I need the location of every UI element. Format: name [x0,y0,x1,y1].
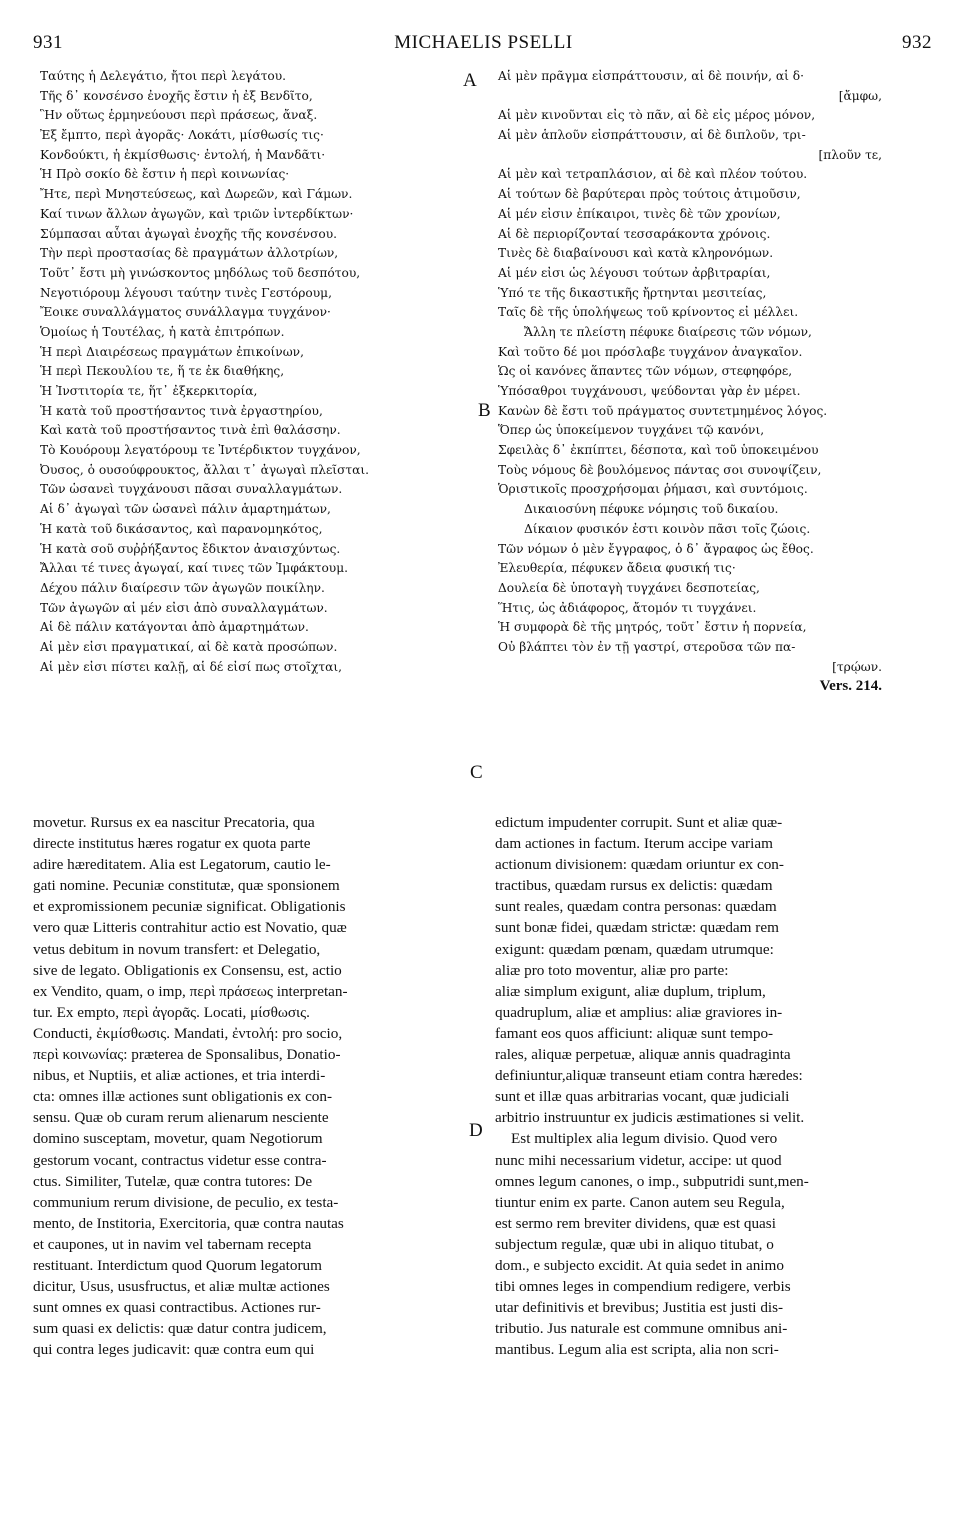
latin-text-line: sunt omnes ex quasi contractibus. Actiones rur- [33,1299,321,1317]
margin-letter-c: C [470,762,483,783]
latin-text-line: Conducti, ἐκμίσθωσις. Mandati, ἐντολή: pro socio, [33,1024,343,1042]
latin-text-line: mento, de Institoria, Exercitoria, quæ contra nautas [33,1214,344,1232]
greek-verse-column-right [498,67,938,697]
greek-verse-line: Κανὼν δὲ ἔστι τοῦ πράγματος συντετμημένος λόγος. [498,403,828,418]
greek-verse-line: Σύμπασαι αὗται ἀγωγαὶ ἐνοχῆς τῆς κονσένσου. [40,226,338,241]
latin-text-line: domino susceptam, movetur, quam Negotiorum [33,1130,323,1148]
latin-text-line: περὶ κοινωνίας: præterea de Sponsalibus, Donatio- [33,1046,341,1064]
latin-text-line: exigunt: quædam pœnam, quædam utrumque: [495,940,774,958]
greek-verse-line: Ἡ Ἰνστιτορία τε, ἥτ᾽ ἐξκερκιτορία, [40,384,258,398]
greek-verse-line: Τῆς δ᾽ κονσένσο ἐνοχῆς ἔστιν ἡ ἐξ Βενδῖτο, [40,88,313,103]
latin-text-line: tibi omnes leges in compendium redigere, verbis [495,1278,791,1296]
margin-letter-a: A [463,70,477,91]
latin-text-line: movetur. Rursus ex ea nascitur Precatoria, qua [33,814,315,831]
latin-text-line: tractibus, quædam rursus ex delictis: quædam [495,877,773,895]
greek-verse-line: Αἱ μὲν κινοῦνται εἰς τὸ πᾶν, αἱ δὲ εἰς μέρος μόνον, [498,108,816,123]
latin-text-line: gestorum vocant, contractus videtur esse contra- [33,1151,327,1169]
greek-verse-line: [τρῴων. [832,659,882,674]
greek-verse-line: Δέχου πάλιν διαίρεσιν τῶν ἀγωγῶν ποικίλην. [40,580,325,595]
latin-text-line: directe institutus hæres rogatur ex quota parte [33,835,311,853]
greek-verse-line: Ὑπό τε τῆς δικαστικῆς ἤρτηνται μεσιτείας, [498,285,767,300]
latin-text-line: vero quæ Litteris contrahitur actio est Novatio, quæ [33,919,347,937]
greek-verse-line: Ἡ Πρὸ σοκίο δὲ ἔστιν ἡ περὶ κοινωνίας· [40,167,290,182]
greek-verse-line: Αἱ μέν εἰσι ὡς λέγουσι τούτων ἀρβιτραρίαι, [498,265,771,280]
latin-text-line: tributio. Jus naturale est commune omnibus ani- [495,1320,788,1338]
latin-text-line: edictum impudenter corrupit. Sunt et aliæ quæ- [495,814,783,831]
latin-text-line: dam actiones in factum. Iterum accipe variam [495,835,773,853]
latin-text-line: rales, aliquæ perpetuæ, aliquæ annis quadraginta [495,1046,791,1064]
greek-verse-line: Ἐξ ἔμπτο, περὶ ἀγορᾶς· Λοκάτι, μίσθωσίς τις· [40,128,324,143]
greek-verse-line: Ὡς οἱ κανόνες ἅπαντες τῶν νόμων, στεφηφόρε, [498,364,793,379]
greek-verse-line: Ἐλευθερία, πέφυκεν ἄδεια φυσική τις· [498,561,736,576]
latin-text-line: cta: omnes illæ actiones sunt obligationis ex con- [33,1088,333,1106]
margin-letter-d: D [469,1120,483,1141]
greek-verse-column-left [40,67,460,677]
greek-verse-line: Καὶ τοῦτο δέ μοι πρόσλαβε τυγχάνον ἀναγκαῖον. [498,344,803,359]
latin-text-line: aliæ pro toto moventur, aliæ pro parte: [495,961,729,979]
latin-text-line: sive de legato. Obligationis ex Consensu, est, actio [33,961,342,979]
latin-text-line: omnes legum canones, o imp., subputridi sunt,men- [495,1172,809,1190]
greek-verse-line: Οὐ βλάπτει τὸν ἐν τῇ γαστρί, στεροῦσα τῶν πα- [498,639,796,654]
greek-verse-line: Ταύτης ἡ Δελεγάτιο, ἤτοι περὶ λεγάτου. [40,69,287,83]
latin-translation-column-left [33,812,473,1360]
greek-verse-line: Σφειλὰς δ᾽ ἐκπίπτει, δέσποτα, καὶ τοῦ ὑποκειμένου [498,443,819,458]
greek-verse-line: Vers. 214. [819,678,882,695]
latin-text-line: qui contra leges judicavit: quæ contra eum qui [33,1341,315,1359]
greek-verse-line: Αἱ δ᾽ ἀγωγαὶ τῶν ὡσανεὶ πάλιν ἁμαρτημάτων, [40,502,331,517]
greek-verse-line: Τὴν περὶ προστασίας δὲ πραγμάτων ἀλλοτρίων, [40,246,339,261]
latin-text-line: dicitur, Usus, ususfructus, et aliæ multæ actiones [33,1278,330,1296]
greek-verse-line: Αἱ τούτων δὲ βαρύτεραι πρὸς τούτοις ἀτιμοῦσιν, [498,187,801,202]
greek-verse-line: Ἤτε, περὶ Μνηστεύσεως, καὶ Δωρεῶν, καὶ Γάμων. [40,187,353,202]
greek-verse-line: Ἔοικε συναλλάγματος συνάλλαγμα τυγχάνον· [40,305,331,320]
latin-text-line: mantibus. Legum alia est scripta, alia non scri- [495,1341,779,1359]
latin-text-line: dom., e subjecto excidit. At quia sedet in animo [495,1256,784,1274]
latin-text-line: sum quasi ex delictis: quæ datur contra judicem, [33,1320,327,1338]
greek-verse-line: Τῶν ἀγωγῶν αἱ μέν εἰσι ἀπὸ συναλλαγμάτων. [40,600,328,615]
greek-verse-line: Ἡ περὶ Διαιρέσεως πραγμάτων ἐπικοίνων, [40,344,304,359]
page-number-right: 932 [902,32,932,53]
greek-verse-line: Αἱ μὲν καὶ τετραπλάσιον, αἱ δὲ καὶ πλέον τούτου. [498,167,808,182]
greek-verse-line: Ἡ κατὰ σοῦ συῤῥήξαντος ἔδικτον ἀναισχύντως. [40,541,341,556]
greek-verse-line: Ἄλλη τε πλείστη πέφυκε διαίρεσις τῶν νόμων, [524,324,812,339]
greek-verse-line: Ἡ περὶ Πεκουλίου τε, ἥ τε ἐκ διαθήκης, [40,364,285,379]
latin-text-line: utar definitivis et brevibus; Justitia est justi dis- [495,1299,784,1317]
greek-verse-line: Δικαιοσύνη πέφυκε νόμησις τοῦ δικαίου. [524,502,779,517]
latin-text-line: sunt bonæ fidei, quædam strictæ: quædam rem [495,919,779,937]
latin-text-line: aliæ simplum exigunt, aliæ duplum, triplum, [495,982,766,1000]
latin-text-line: tiuntur enim ex parte. Canon autem seu Regula, [495,1193,785,1211]
greek-verse-line: Αἱ μὲν εἰσι πραγματικαί, αἱ δὲ κατὰ προσώπων. [40,639,338,654]
latin-text-line: ex Vendito, quam, o imp, περὶ πράσεως interpretan- [33,982,348,1000]
greek-verse-line: Ταῖς δὲ τῆς ὑπολήψεως τοῦ κρίνοντος εἰ μέλλει. [498,305,799,320]
latin-text-line: tur. Ex empto, περὶ ἀγορᾶς. Locati, μίσθωσις. [33,1003,310,1021]
greek-verse-line: Τῶν νόμων ὁ μὲν ἔγγραφος, ὁ δ᾽ ἄγραφος ὡς ἔθος. [498,541,814,556]
margin-letter-b: B [478,400,491,421]
latin-text-line: sensu. Quæ ob curam rerum alienarum nesciente [33,1109,329,1127]
latin-text-line: Est multiplex alia legum divisio. Quod vero [511,1130,778,1148]
latin-text-line: communium rerum divisione, de peculio, ex testa- [33,1193,339,1211]
greek-verse-line: Τοῦτ᾽ ἔστι μὴ γινώσκοντος μηδόλως τοῦ δεσπότου, [40,265,361,280]
greek-verse-line: Ἣν οὕτως ἑρμηνεύουσι περὶ πράσεως, ἄναξ. [40,108,318,123]
greek-verse-line: Αἱ μὲν πρᾶγμα εἰσπράττουσιν, αἱ δὲ ποινήν, αἱ δ· [498,69,804,83]
greek-verse-line: Αἱ μὲν εἰσι πίστει καλῇ, αἱ δέ εἰσί πως στοῖχται, [40,659,343,674]
latin-text-line: vetus debitum in novum transfert: et Delegatio, [33,940,321,958]
latin-text-line: et expromissionem pecuniæ significat. Obligationis [33,898,346,916]
greek-verse-line: Αἱ μὲν ἁπλοῦν εἰσπράττουσιν, αἱ δὲ διπλοῦν, τρι- [498,128,806,143]
latin-text-line: subjectum regulæ, quæ ubi in aliquo titubat, o [495,1235,774,1253]
latin-text-line: restituant. Interdictum quod Quorum legatorum [33,1256,322,1274]
greek-verse-line: Ὁριστικοῖς προσχρήσομαι ῥήμασι, καὶ συντόμοις. [498,482,808,497]
greek-verse-line: Αἱ δὲ περιορίζονταί τεσσαράκοντα χρόνοις. [498,226,771,241]
greek-verse-line: Ὀυσος, ὁ ουσούφρουκτος, ἄλλαι τ᾽ ἀγωγαὶ πλεῖσται. [40,462,370,477]
greek-verse-line: Αἱ μέν εἰσιν ἐπίκαιροι, τινὲς δὲ τῶν χρονίων, [498,206,781,221]
greek-verse-line: Τοὺς νόμους δὲ βουλόμενος πάντας σοι συνοψίζειν, [498,462,822,477]
running-title: MICHAELIS PSELLI [394,32,573,53]
latin-text-line: nibus, et Nuptiis, et aliæ actiones, et tria interdi- [33,1067,326,1085]
greek-verse-line: Ἡ συμφορὰ δὲ τῆς μητρός, τοῦτ᾽ ἔστιν ἡ πορνεία, [498,620,807,635]
latin-translation-column-right [495,812,935,1360]
greek-verse-line: Καί τινων ἄλλων ἀγωγῶν, καὶ τριῶν ἰντερδίκτων· [40,206,354,221]
page-number-left: 931 [33,32,63,53]
greek-verse-line: Ἡ κατὰ τοῦ δικάσαντος, καὶ παρανομηκότος, [40,521,323,536]
latin-text-line: arbitrio instruuntur ex judicis æstimationes si velit. [495,1109,805,1127]
greek-verse-line: Ὁμοίως ἡ Τουτέλας, ἡ κατὰ ἐπιτρόπων. [40,324,285,339]
latin-text-line: definiuntur,aliquæ transeunt etiam contra hæredes: [495,1067,803,1085]
latin-text-line: et caupones, ut in navim vel tabernam recepta [33,1235,312,1253]
greek-verse-line: Ἄλλαι τέ τινες ἀγωγαί, καί τινες τῶν Ἰμφάκτουμ. [40,561,348,576]
greek-verse-line: Ἡ κατὰ τοῦ προστήσαντος τινὰ ἐργαστηρίου, [40,403,323,418]
greek-verse-line: Τῶν ὡσανεὶ τυγχάνουσι πᾶσαι συναλλαγμάτων. [40,482,343,497]
latin-text-line: actionum divisionem: quædam oriuntur ex con- [495,856,784,874]
greek-verse-line: Τινὲς δὲ διαβαίνουσι καὶ κατὰ κληρονόμων. [498,246,774,261]
greek-verse-line: Ἥτις, ὡς ἀδιάφορος, ἄτομόν τι τυγχάνει. [498,600,757,615]
latin-text-line: ctus. Similiter, Tutelæ, quæ contra tutores: De [33,1172,313,1190]
latin-text-line: nunc mihi necessarium videtur, accipe: ut quod [495,1151,782,1169]
greek-verse-line: Ὅπερ ὡς ὑποκείμενον τυγχάνει τῷ κανόνι, [498,423,765,438]
latin-text-line: est sermo rem breviter dividens, quæ est quasi [495,1214,776,1232]
greek-verse-line: Καὶ κατὰ τοῦ προστήσαντος τινὰ ἐπὶ θαλάσσην. [40,423,341,438]
latin-text-line: adire hæreditatem. Alia est Legatorum, cautio le- [33,856,331,874]
greek-verse-line: Ὑπόσαθροι τυγχάνουσι, ψεύδονται γὰρ ἐν μέρει. [498,384,801,398]
latin-text-line: sunt reales, quædam contra personas: quædam [495,898,777,916]
latin-text-line: quadruplum, aliæ et amplius: aliæ graviores in- [495,1003,783,1021]
latin-text-line: sunt et illæ quas arbitrarias vocant, quæ judiciali [495,1088,790,1106]
greek-verse-line: Δουλεία δὲ ὑποταγὴ τυγχάνει δεσποτείας, [498,580,760,595]
greek-verse-line: Αἱ δὲ πάλιν κατάγονται ἀπὸ ἁμαρτημάτων. [40,620,309,635]
latin-text-line: famant eos quos afficiunt: aliquæ sunt tempo- [495,1024,774,1042]
greek-verse-line: Τὸ Κουόρουμ λεγατόρουμ τε Ἰντέρδικτον τυγχάνον, [40,443,361,458]
greek-verse-line: Δίκαιον φυσικόν ἐστι κοινὸν πᾶσι τοῖς ζώοις. [524,521,811,536]
latin-text-line: gati nomine. Pecuniæ constitutæ, quæ sponsionem [33,877,340,895]
greek-verse-line: Νεγοτιόρουμ λέγουσι ταύτην τινὲς Γεστόρουμ, [40,285,332,300]
greek-verse-line: [πλοῦν τε, [818,147,882,162]
greek-verse-line: Κονδούκτι, ἡ ἐκμίσθωσις· ἐντολή, ἡ Μανδᾶτι· [40,147,326,162]
greek-verse-line: [ἄμφω, [838,88,882,103]
